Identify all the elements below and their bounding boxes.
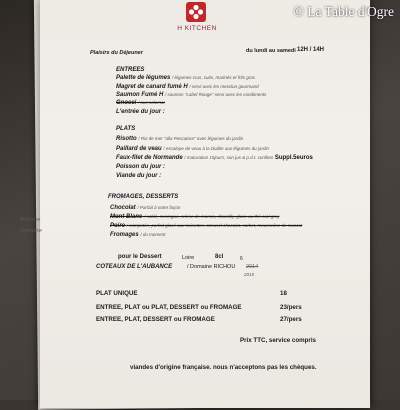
wine-year-handwritten: 2015: [244, 272, 255, 277]
menu-item-crossed: Gnocci / aux calamar: [116, 100, 166, 106]
formula-label: ENTREE, PLAT, DESSERT ou FROMAGE: [96, 316, 215, 323]
lunch-title: Plaisirs du Déjeuner: [90, 50, 143, 56]
handwritten-note: Agrume: [20, 228, 43, 234]
handwritten-note: Pomme: [20, 217, 41, 223]
brand-name: H KITCHEN: [177, 25, 217, 32]
wine-volume: 8cl: [215, 254, 224, 260]
menu-item: Magret de canard fumé H / servi avec les mesclun gourmand: [116, 84, 259, 90]
h-kitchen-logo-icon: [186, 2, 206, 22]
wine-year-crossed: 2014: [246, 264, 259, 270]
footer-note: viandes d'origine française. nous n'acceptons pas les chèques.: [130, 364, 317, 371]
menu-item: Fromages / du moment: [110, 232, 166, 238]
menu-item-crossed: Mont Blanc / sablé, meringue, crème de marron, chantilly, glace au thé earl grey: [110, 214, 280, 220]
wine-region: Loire: [182, 255, 195, 261]
menu-item: Viande du jour :: [116, 173, 162, 179]
menu-item: Chocolat / Parfait à notre façon: [110, 205, 181, 211]
formula-price: 18: [280, 290, 287, 297]
menu-item: Palette de légumes / légumes crus, cuits, marinés et frits gras: [116, 75, 256, 81]
formula-price: 27/pers: [280, 316, 302, 323]
menu-item: Poisson du jour :: [116, 164, 165, 170]
formula-label: PLAT UNIQUE: [96, 290, 138, 297]
price-note: Prix TTC, service compris: [240, 337, 317, 344]
watermark: © La Table d'Ogre: [293, 4, 394, 19]
plats-heading: PLATS: [116, 126, 136, 132]
menu-item: Risotto / Riz de mer "alla Pescatore" avec légumes du jardin: [116, 136, 244, 142]
menu-item-crossed: Poire / compotée, parfait glacé aux noisettes, streusel chocolat, sorbet, mousseline de muscat: [110, 223, 303, 229]
service-hours: 12H / 14H: [297, 47, 325, 53]
formula-label: ENTREE, PLAT ou PLAT, DESSERT ou FROMAGE: [96, 304, 242, 311]
menu-sheet: [40, 0, 370, 408]
desserts-heading: FROMAGES, DESSERTS: [108, 194, 179, 200]
menu-item: Faux-filet de Normande / maturation 15jours, son jus & p.d.t. confites Suppl.5euros: [116, 155, 313, 161]
entrees-heading: ENTREES: [116, 67, 145, 73]
wine-pairing-label: pour le Dessert: [118, 254, 162, 260]
menu-item: Saumon Fumé H / saumon "Label Rouge" servi avec les condiments: [116, 92, 267, 98]
menu-item: Paillard de veau / escalope de veau à la Diable aux légumes du jardin: [116, 146, 269, 152]
wine-price: 6: [240, 256, 243, 262]
supplement-note: Suppl.5euros: [274, 155, 313, 161]
wine-appellation: COTEAUX DE L'AUBANCE: [96, 264, 173, 270]
menu-item: L'entrée du jour :: [116, 109, 165, 115]
wine-domaine: / Domaine RICHOU: [187, 264, 236, 270]
formula-price: 23/pers: [280, 304, 302, 311]
service-days: du lundi au samedi: [246, 48, 296, 54]
